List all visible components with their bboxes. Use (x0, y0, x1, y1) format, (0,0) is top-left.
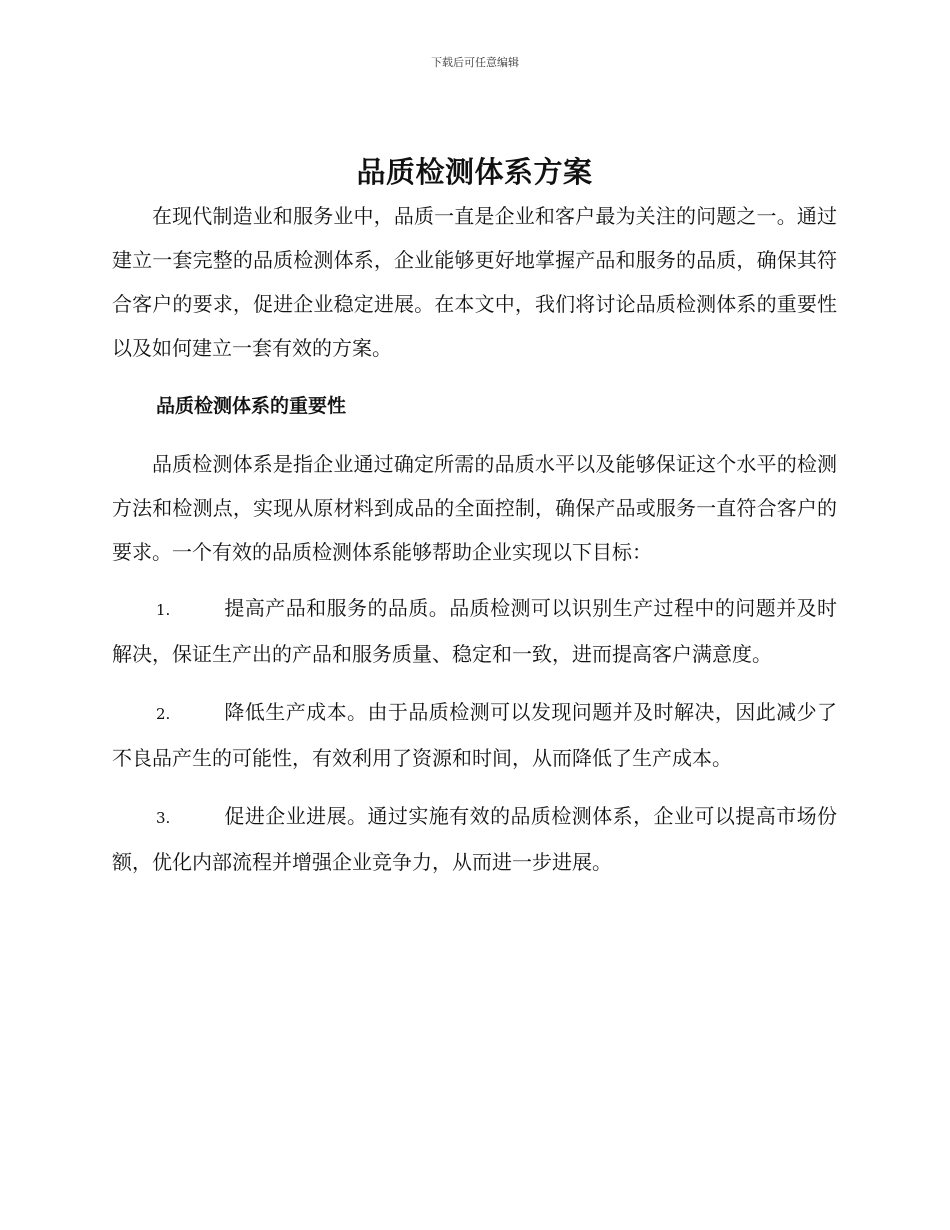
goals-list (112, 586, 837, 884)
list-item (112, 794, 837, 884)
list-item-text: 促进企业进展。通过实施有效的品质检测体系，企业可以提高市场份额，优化内部流程并增强企业竞争力，从而进一步进展。 (112, 804, 837, 874)
section-heading: 品质检测体系的重要性 (156, 395, 347, 417)
list-item-number: 1. (156, 601, 171, 619)
list-item (112, 690, 837, 780)
list-item-text: 降低生产成本。由于品质检测可以发现问题并及时解决，因此减少了不良品产生的可能性，有效利用了资源和时间，从而降低了生产成本。 (112, 700, 837, 770)
list-item-number: 3. (156, 809, 171, 827)
section-paragraph: 品质检测体系是指企业通过确定所需的品质水平以及能够保证这个水平的检测方法和检测点，实现从原材料到成品的全面控制，确保产品或服务一直符合客户的要求。一个有效的品质检测体系能够帮助企业实现以下目标： (112, 452, 837, 564)
intro-paragraph: 在现代制造业和服务业中，品质一直是企业和客户最为关注的问题之一。通过建立一套完整的品质检测体系，企业能够更好地掌握产品和服务的品质，确保其符合客户的要求，促进企业稳定进展。在本文中，我们将讨论品质检测体系的重要性以及如何建立一套有效的方案。 (112, 204, 837, 360)
list-item (112, 586, 837, 676)
list-item-number: 2. (156, 705, 171, 723)
list-item-text: 提高产品和服务的品质。品质检测可以识别生产过程中的问题并及时解决，保证生产出的产品和服务质量、稳定和一致，进而提高客户满意度。 (112, 596, 837, 666)
document-body (112, 150, 837, 898)
document-title: 品质检测体系方案 (356, 155, 593, 189)
header-note: 下载后可任意编辑 (431, 56, 519, 69)
